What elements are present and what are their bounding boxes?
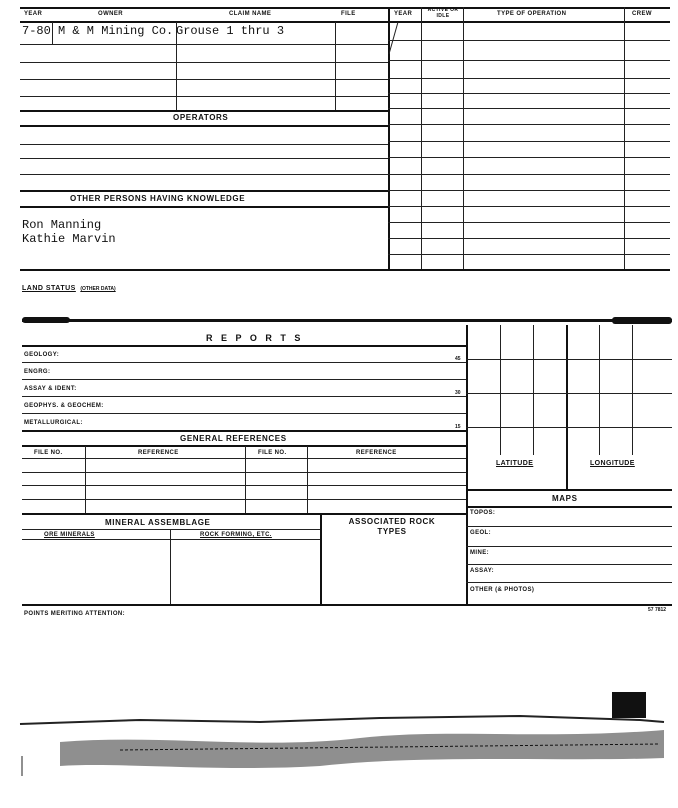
scan-noise (0, 680, 678, 808)
row-line (22, 539, 320, 540)
row-line (22, 362, 466, 363)
row-line (22, 430, 466, 432)
report-metallurgical: METALLURGICAL: (24, 420, 83, 426)
row-line (388, 222, 670, 223)
row-line (22, 458, 466, 459)
report-num: 15 (455, 424, 461, 430)
year2-header: YEAR (394, 11, 413, 17)
col-divider (463, 7, 464, 269)
scan-mark-right (612, 317, 672, 324)
operators-rule (20, 110, 388, 112)
persons-rule-bottom (20, 206, 388, 208)
row-line (20, 44, 388, 45)
row-line (22, 379, 466, 380)
operators-rule-bottom (20, 125, 388, 127)
claim-name-header: CLAIM NAME (229, 11, 272, 17)
latitude-label: LATITUDE (496, 460, 534, 467)
row-line (388, 238, 670, 239)
other-persons-title: OTHER PERSONS HAVING KNOWLEDGE (70, 194, 246, 203)
col-divider (421, 7, 422, 269)
row-line (466, 546, 672, 547)
grid-line (466, 393, 672, 394)
top-rule (20, 7, 670, 9)
longitude-label: LONGITUDE (590, 460, 635, 467)
row-line (388, 60, 670, 61)
center-divider (466, 325, 468, 604)
scan-mark-left (22, 317, 70, 323)
ref-col-file-no-2: FILE NO. (258, 450, 287, 456)
row-line (20, 174, 388, 175)
report-assay: ASSAY & IDENT: (24, 386, 77, 392)
type-of-operation-header: TYPE OF OPERATION (497, 11, 567, 17)
reports-rule (22, 345, 466, 347)
map-topos: TOPOS: (470, 510, 496, 516)
entry-claim-name: Grouse 1 thru 3 (176, 24, 285, 38)
entry-year: 7-80 (22, 24, 51, 38)
grid-line (500, 325, 501, 455)
year-header: YEAR (24, 11, 43, 17)
row-line (22, 529, 320, 530)
row-line (388, 254, 670, 255)
row-line (466, 526, 672, 527)
maps-rule-bottom (466, 506, 672, 508)
active-idle-header: ACTIVE OR IDLE (427, 7, 459, 19)
operators-title: OPERATORS (173, 113, 229, 122)
grid-line (466, 359, 672, 360)
person-name: Kathie Marvin (22, 232, 116, 246)
map-other: OTHER (& PHOTOS) (470, 587, 535, 593)
map-geol: GEOL: (470, 530, 491, 536)
rock-forming-label: ROCK FORMING, ETC. (200, 532, 272, 538)
row-line (466, 582, 672, 583)
top-block-bottom-rule (20, 269, 670, 271)
grid-line (632, 325, 633, 455)
persons-rule (20, 190, 388, 192)
land-status-subtitle: (OTHER DATA) (80, 286, 116, 292)
report-geology: GEOLOGY: (24, 352, 60, 358)
land-status-label (22, 277, 116, 295)
form-number: 57 7812 (648, 607, 667, 613)
row-line (388, 93, 670, 94)
row-line (388, 190, 670, 191)
report-num: 30 (455, 390, 461, 396)
report-num: 45 (455, 356, 461, 362)
ore-minerals-label: ORE MINERALS (44, 532, 95, 538)
row-line (388, 157, 670, 158)
ref-col-file-no: FILE NO. (34, 450, 63, 456)
ref-col-reference: REFERENCE (138, 450, 179, 456)
reports-top-rule (22, 319, 672, 322)
col-divider (85, 446, 86, 514)
col-divider (335, 22, 336, 110)
reports-title: R E P O R T S (206, 333, 304, 343)
entry-owner: M & M Mining Co. (58, 24, 174, 38)
col-divider (170, 529, 171, 604)
col-divider (176, 22, 177, 110)
grid-line (466, 427, 672, 428)
grid-line (599, 325, 600, 455)
row-line (22, 499, 466, 500)
row-line (388, 174, 670, 175)
file-header: FILE (341, 11, 356, 17)
row-line (388, 141, 670, 142)
col-divider (320, 514, 322, 604)
row-line (20, 158, 388, 159)
col-divider (245, 446, 246, 514)
row-line (22, 485, 466, 486)
row-line (22, 472, 466, 473)
row-line (388, 78, 670, 79)
associated-rock-types-label: ASSOCIATED ROCK TYPES (348, 517, 436, 536)
map-assay: ASSAY: (470, 568, 495, 574)
row-line (20, 79, 388, 80)
row-line (22, 396, 466, 397)
col-divider (624, 7, 625, 269)
bottom-rule (22, 604, 672, 606)
references-bottom-rule (22, 513, 466, 515)
ref-col-reference-2: REFERENCE (356, 450, 397, 456)
row-line (22, 413, 466, 414)
row-line (388, 206, 670, 207)
row-line (388, 108, 670, 109)
row-line (388, 40, 670, 41)
references-rule (22, 445, 466, 447)
grid-line (566, 325, 568, 490)
grid-line (533, 325, 534, 455)
owner-header: OWNER (98, 11, 123, 17)
crew-header: CREW (632, 11, 652, 17)
points-meriting-attention: POINTS MERITING ATTENTION: (24, 611, 126, 617)
row-line (20, 62, 388, 63)
report-geophys: GEOPHYS. & GEOCHEM: (24, 403, 104, 409)
land-status-title: LAND STATUS (22, 285, 76, 292)
row-line (388, 124, 670, 125)
header-rule (20, 21, 670, 23)
report-engrg: ENGRG: (24, 369, 51, 375)
row-line (20, 144, 388, 145)
mineral-assemblage-title: MINERAL ASSEMBLAGE (105, 518, 211, 527)
maps-title: MAPS (552, 494, 578, 503)
col-divider (52, 22, 53, 44)
maps-rule (466, 489, 672, 491)
row-line (466, 564, 672, 565)
person-name: Ron Manning (22, 218, 102, 232)
map-mine: MINE: (470, 550, 489, 556)
row-line (20, 96, 388, 97)
col-divider (307, 446, 308, 514)
general-references-title: GENERAL REFERENCES (180, 434, 287, 443)
diagonal-mark (388, 22, 400, 56)
